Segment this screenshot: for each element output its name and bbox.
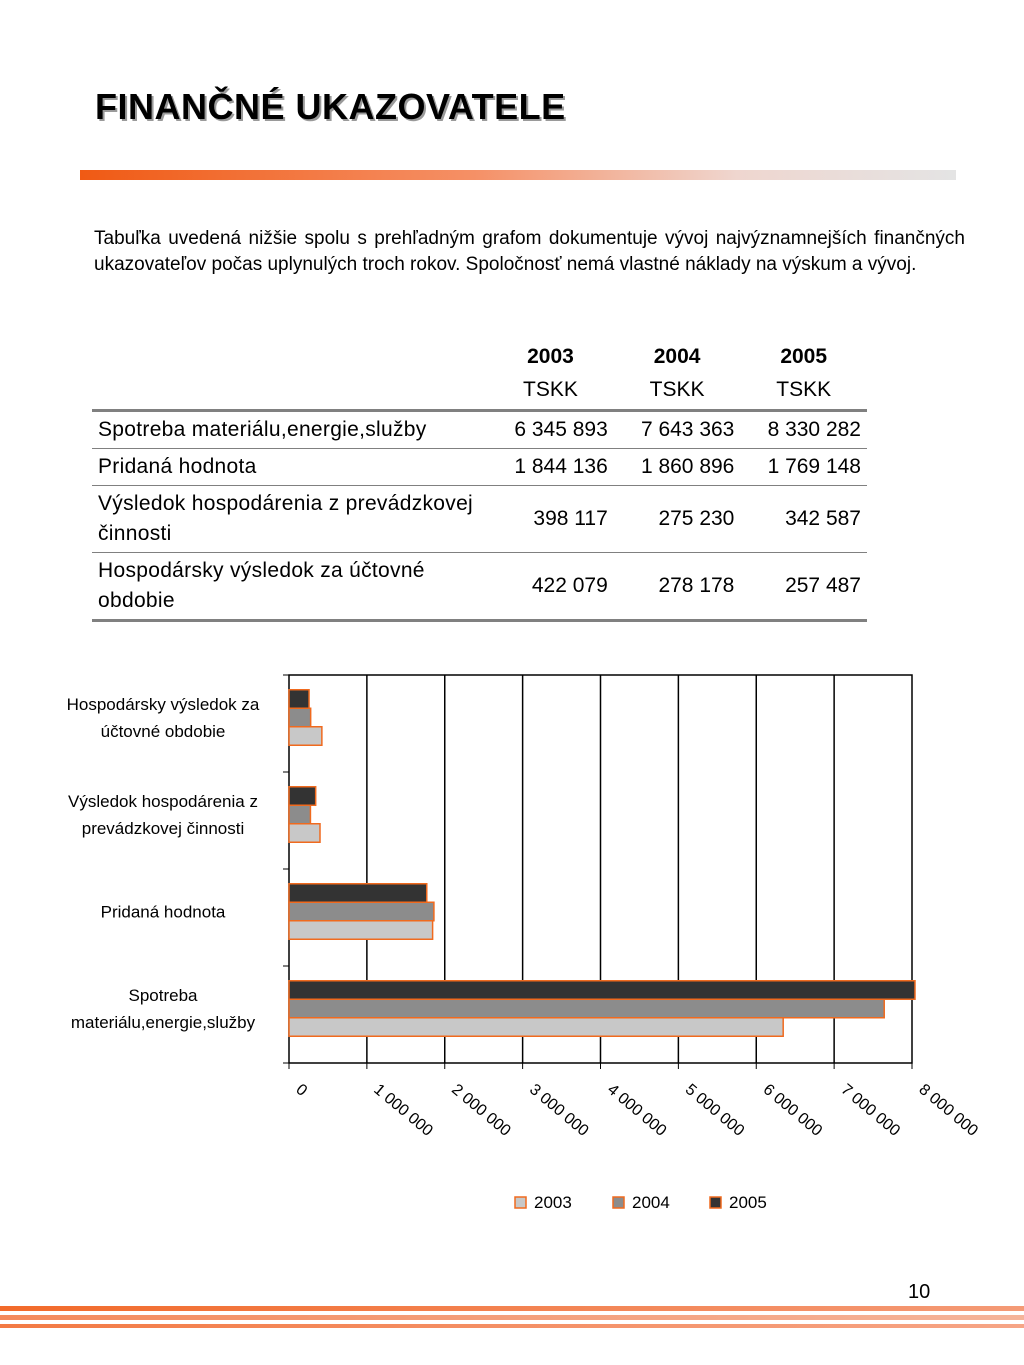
x-tick-label: 6 000 000: [759, 1081, 826, 1140]
intro-paragraph: Tabuľka uvedená nižšie spolu s prehľadným grafom dokumentuje vývoj najvýznamnejších finančných ukazovateľov počas uplynulých troch rokov. Spoločnosť nemá vlastné náklady na výskum a vývoj.: [94, 228, 965, 275]
x-tick-label: 5 000 000: [681, 1081, 748, 1140]
x-tick-label: 8 000 000: [915, 1081, 981, 1140]
bar-2003: [289, 727, 322, 746]
title-underline: [80, 170, 956, 180]
bar-2004: [289, 708, 311, 727]
financial-table: [92, 340, 867, 622]
category-label: Výsledok hospodárenia z: [68, 792, 258, 811]
footer-decoration: [0, 1306, 1024, 1332]
category-label: Hospodársky výsledok za: [66, 695, 260, 714]
bar-chart-svg: [0, 660, 1024, 1240]
bar-2003: [289, 921, 433, 940]
category-label: Spotreba: [128, 986, 198, 1005]
table-header-units: [92, 372, 867, 411]
x-tick-label: 0: [292, 1081, 311, 1100]
table-header-year: 2003: [527, 345, 574, 368]
bar-2003: [289, 1018, 783, 1037]
table-cell: 1 844 136: [487, 449, 614, 486]
table-header-unit: TSKK: [487, 372, 614, 411]
table-header-unit: TSKK: [740, 372, 867, 411]
category-label: účtovné obdobie: [100, 722, 226, 741]
bar-chart: [0, 660, 1024, 1245]
table-cell: 1 769 148: [740, 449, 867, 486]
table-cell: 8 330 282: [740, 411, 867, 449]
table-cell: 257 487: [740, 553, 867, 621]
category-label: Pridaná hodnota: [100, 902, 226, 922]
table-header-year: 2004: [653, 345, 701, 368]
x-tick-label: 2 000 000: [448, 1081, 514, 1140]
table-row-label: Pridaná hodnota: [92, 449, 487, 486]
bar-2005: [289, 690, 309, 709]
legend-swatch-2005: [710, 1197, 721, 1208]
table-row-label: Hospodársky výsledok za účtovné obdobie: [92, 553, 487, 621]
table-cell: 7 643 363: [614, 411, 741, 449]
category-label: materiálu,energie,služby: [70, 1013, 256, 1032]
bar-2004: [289, 805, 310, 824]
x-tick-label: 7 000 000: [837, 1081, 904, 1140]
category-label: prevádzkovej činnosti: [81, 819, 245, 838]
table-cell: 398 117: [487, 486, 614, 553]
table-header-empty: [92, 340, 487, 372]
table-cell: 422 079: [487, 553, 614, 621]
bar-2003: [289, 824, 320, 843]
bar-2004: [289, 999, 884, 1018]
page-number: 10: [908, 1281, 931, 1303]
bar-2005: [289, 884, 427, 903]
table-row: [92, 449, 867, 486]
table-row: [92, 486, 867, 553]
table-row: [92, 411, 867, 449]
x-tick-label: 3 000 000: [526, 1081, 592, 1140]
table-cell: 278 178: [614, 553, 741, 621]
footer-line: [0, 1324, 1024, 1328]
legend-label: 2005: [729, 1193, 767, 1212]
table-row-label: Spotreba materiálu,energie,služby: [92, 411, 487, 449]
footer-line: [0, 1306, 1024, 1311]
legend-label: 2003: [534, 1193, 572, 1212]
table-cell: 1 860 896: [614, 449, 741, 486]
bar-2005: [289, 981, 915, 1000]
table-cell: 275 230: [614, 486, 741, 553]
table-header-year: 2005: [780, 345, 828, 368]
legend-swatch-2004: [613, 1197, 624, 1208]
legend-label: 2004: [632, 1193, 670, 1212]
table-row: [92, 553, 867, 621]
table-header-empty: [92, 372, 487, 411]
table-cell: 342 587: [740, 486, 867, 553]
page-title: FINANČNÉ UKAZOVATELE: [95, 86, 566, 127]
table-row-label: Výsledok hospodárenia z prevádzkovej činnosti: [92, 486, 487, 553]
x-tick-label: 1 000 000: [370, 1081, 436, 1140]
legend-swatch-2003: [515, 1197, 526, 1208]
bar-2004: [289, 902, 434, 921]
footer-line: [0, 1315, 1024, 1320]
bar-2005: [289, 787, 316, 806]
table-header-unit: TSKK: [614, 372, 741, 411]
table-cell: 6 345 893: [487, 411, 614, 449]
table-header-years: [92, 340, 867, 372]
x-tick-label: 4 000 000: [603, 1081, 670, 1140]
